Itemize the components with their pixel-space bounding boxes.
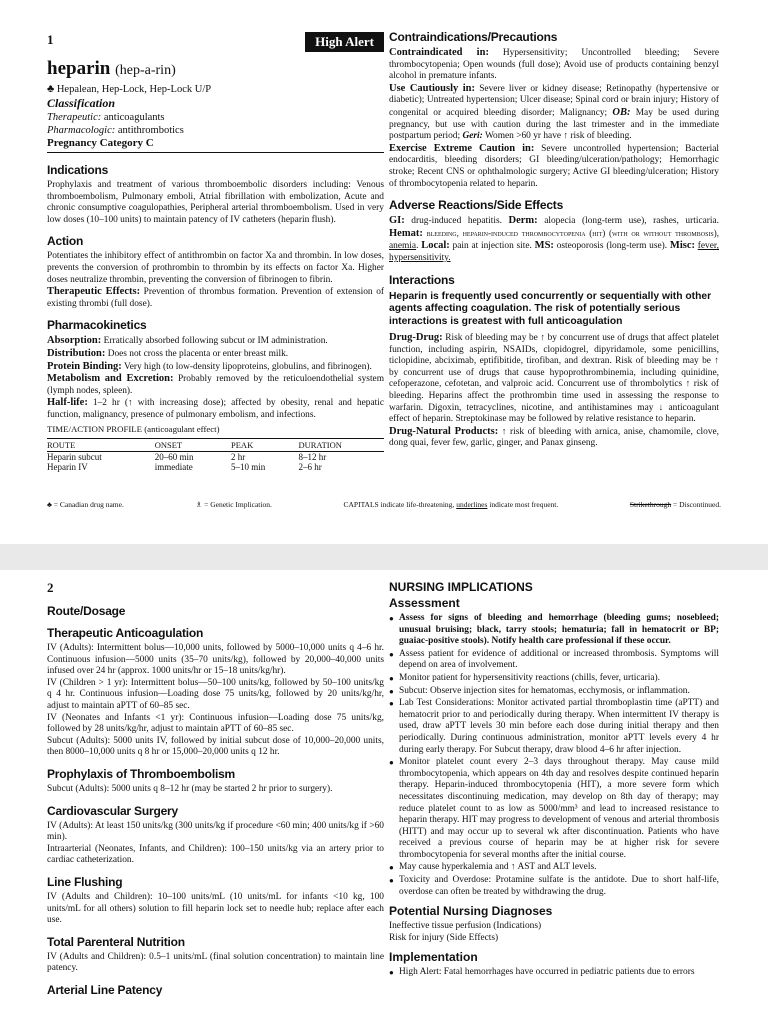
interactions-title: Interactions xyxy=(389,272,455,287)
legend-footer xyxy=(47,500,721,509)
halflife-label: Half-life: xyxy=(47,397,88,409)
diagnosis-item: Ineffective tissue perfusion (Indications) xyxy=(389,921,542,932)
legend-strike-word: Strikethrough xyxy=(629,500,672,509)
protein-text: Very high (to low-density lipoproteins, globulins, and fibrinogen). xyxy=(123,361,372,372)
implementation-title: Implementation xyxy=(389,950,478,965)
list-item: ● Subcut: Observe injection sites for hematomas, ecchymosis, or inflammation. xyxy=(389,686,719,698)
therapeutic-anticoag-title: Therapeutic Anticoagulation xyxy=(47,626,204,640)
page1-left-column xyxy=(47,30,384,472)
contra-label: Contraindicated in: xyxy=(389,47,489,58)
adverse-ms-label: MS: xyxy=(534,240,554,252)
therapeutic-label: Therapeutic: xyxy=(47,112,102,123)
protein-label: Protein Binding: xyxy=(47,360,122,372)
dose-subcut-adults: Subcut (Adults): 5000 units IV, followed by initial subcut dose of 10,000–20,000 units, then 8000–10,000 units q 8 hr or 15,000–20,000 units q 12 hr. xyxy=(47,735,384,758)
tpn-text: IV (Adults and Children): 0.5–1 units/mL (final solution concentration) to maintain line patency. xyxy=(47,951,384,974)
adverse-hemat-label: Hemat: xyxy=(389,227,423,239)
list-item: ● May cause hyperkalemia and ↑ AST and ALT levels. xyxy=(389,862,719,874)
half-life xyxy=(47,397,384,421)
page2-right-column xyxy=(389,580,719,980)
therapeutic-class xyxy=(47,111,384,124)
assessment-title: Assessment xyxy=(389,596,460,610)
table-cell: 2 hr xyxy=(231,452,246,463)
table-row xyxy=(47,452,384,463)
drug-drug-text: Risk of bleeding may be ↑ by concurrent use of drugs that affect platelet function, including aspirin, NSAIDs, clopidogrel, dipyridamole, some penicillins, ticlopidine, abciximab, eptifibitide, tirofiban, and dextran. Risk of bleeding may be ↑ by concurrent use of drugs that cause hypoprothrombinemia, including quinidine, cefoperazone, cefotetan, and valproic acid. Concurrent use of thrombolytics ↑ risk of bleeding. Heparins affect the prothrombin time used in assessing the response to warfarin. Digoxin, tetracyclines, nicotine, and antihistamines may ↓ anticoagulant effect of heparin. Streptokinase may be followed by relative resistance to heparin. xyxy=(389,333,720,425)
therapeutic-effects xyxy=(47,286,384,310)
legend-canadian-text: = Canadian drug name. xyxy=(53,500,124,509)
list-item: ● Assess patient for evidence of additional or increased thrombosis. Symptoms will depend on area of involvement. xyxy=(389,649,719,672)
route-dosage-title: Route/Dosage xyxy=(47,604,126,618)
legend-strike xyxy=(630,500,721,509)
absorption-text: Erratically absorbed following subcut or IM administration. xyxy=(103,336,328,347)
pharmacologic-class xyxy=(47,124,384,137)
adverse-text: GI: drug-induced hepatitis. Derm: alopecia (long-term use), rashes, urticaria. Hemat: bleeding, heparin-induced thrombocytopenia (hit) (with or without thrombosis), anemia. Local: pain at injection site. MS: osteoporosis (long-term use). Misc: fever, hypersensitivity. xyxy=(389,215,719,263)
caution-geri-text: Women >60 yr have ↑ risk of bleeding. xyxy=(484,131,632,142)
table-header-cell: ONSET xyxy=(155,439,231,452)
caution-ob-label: OB: xyxy=(612,106,631,118)
action-text: Potentiates the inhibitory effect of antithrombin on factor Xa and thrombin. In low doses, prevents the conversion of prothrombin to thrombin by its effects on factor Xa. Higher doses neutralize thrombin, preventing the conversion of fibrinogen to fibrin. xyxy=(47,251,384,285)
legend-discontinued: = Discontinued. xyxy=(673,500,721,509)
pharmacokinetics-title: Pharmacokinetics xyxy=(47,318,147,333)
legend-genetic xyxy=(195,500,271,509)
genetic-icon: ♗ xyxy=(195,500,203,509)
therapeutic-effects-text: Prevention of thrombus formation. Prevention of extension of existing thrombi (full dose). xyxy=(47,287,385,309)
adverse-misc-text: fever, hypersensitivity. xyxy=(389,241,719,263)
brand-names xyxy=(47,83,384,95)
table-header-cell: ROUTE xyxy=(47,439,155,452)
adverse-local-label: Local: xyxy=(421,240,450,252)
metabolism xyxy=(47,373,384,397)
contra-text: Hypersensitivity; Uncontrolled bleeding; Severe thrombocytopenia; Open wounds (full dose); Avoid use of products containing benzyl alcohol in premature infants. xyxy=(389,48,720,82)
page-2 xyxy=(0,570,768,1024)
drug-title xyxy=(47,58,384,82)
list-item: ● Monitor platelet count every 2–3 days throughout therapy. May cause mild thrombocytopenia, which appears on 4th day and resolves despite continued heparin therapy. Heparin-induced thrombocytopenia (HIT), a more severe form which necessitates discontinuing medication, may develop on 8th day of therapy; may reduce platelet count to as low as 5000/mm³ and lead to increased resistance to heparin therapy. HIT may progress to development of venous and arterial thrombosis (HITT) and may occur up to several wk after discontinuation. Patients who have received a previous course of heparin may be at higher risk for severe thrombocytopenia for several months after the initial course. xyxy=(389,757,719,861)
protein-binding xyxy=(47,361,384,374)
adverse-anemia: anemia xyxy=(389,241,417,252)
adverse-ms-text: osteoporosis (long-term use). xyxy=(556,241,668,252)
interactions-alert: Heparin is frequently used concurrently or sequentially with other agents affecting coagulation. The risk of potentially serious interactions is greatest with full anticoagulation xyxy=(389,290,712,327)
adverse-gi-label: GI: xyxy=(389,215,405,227)
distribution xyxy=(47,348,384,361)
page1-right-column xyxy=(389,30,719,450)
table-header-cell: DURATION xyxy=(298,439,384,452)
prophylaxis-text: Subcut (Adults): 5000 units q 8–12 hr (may be started 2 hr prior to surgery). xyxy=(47,783,333,794)
high-alert-badge: High Alert xyxy=(305,32,384,52)
drug-natural-label: Drug-Natural Products: xyxy=(389,425,499,437)
page2-left-column xyxy=(47,580,384,1000)
table-cell: 5–10 min xyxy=(231,462,266,473)
cardio-title: Cardiovascular Surgery xyxy=(47,803,178,818)
list-item: ● High Alert: Fatal hemorrhages have occurred in pediatric patients due to errors xyxy=(389,967,719,979)
extreme-caution xyxy=(389,143,719,190)
table-cell: immediate xyxy=(154,462,193,473)
halflife-text: 1–2 hr (↑ with increasing dose); affected by obesity, renal and hepatic function, malignancy, presence of pulmonary embolism, and infections. xyxy=(47,398,385,420)
adverse-hemat-text: bleeding, heparin-induced thrombocytopenia (hit) (with or without thrombosis), xyxy=(426,227,719,238)
canadian-leaf-icon: ♣ xyxy=(47,83,55,95)
adverse-gi-text: drug-induced hepatitis. xyxy=(411,216,502,227)
pregnancy-category: Pregnancy Category C xyxy=(47,137,384,153)
legend-genetic-text: = Genetic Implication. xyxy=(204,500,272,509)
table-cell: Heparin IV xyxy=(47,462,88,473)
drug-name: heparin xyxy=(47,58,111,79)
dose-iv-adults: IV (Adults): Intermittent bolus—10,000 units, followed by 5000–10,000 units q 4–6 hr. Continuous infusion—5000 units (35–70 units/kg), followed by 20,000–40,000 units infused over 24 hr (approx. 1000 units/hr or 15–18 units/kg/hr). xyxy=(47,643,384,677)
legend-capitals xyxy=(343,500,558,509)
extreme-text: Severe uncontrolled hypertension; Bacterial endocarditis, bleeding disorders; GI bleeding/ulceration/pathology; Hemorrhagic stroke; Recent CNS or ophthalmologic surgery; Active GI bleeding/ulceration; History of thrombocytopenia related to heparin. xyxy=(389,143,720,189)
adverse-derm-text: alopecia (long-term use), rashes, urticaria. xyxy=(544,216,719,227)
use-cautiously xyxy=(389,83,719,143)
caution-text: Severe liver or kidney disease; Retinopathy (hypertensive or diabetic); Untreated hypertension; Ulcer disease; Spinal cord or brain injury; History of congenital or acquired bleeding disorder; Malignancy; xyxy=(389,83,720,118)
line-flushing-text: IV (Adults and Children): 10–100 units/mL (10 units/mL for infants <10 kg, 100 units/mL for all others) solution to fill heparin lock set to needle hub; replace after each use. xyxy=(47,891,384,926)
line-flushing-title: Line Flushing xyxy=(47,874,123,889)
brand-list: Hepalean, Hep-Lock, Hep-Lock U/P xyxy=(56,84,212,95)
table-cell: 8–12 hr xyxy=(298,452,327,463)
dose-iv-children: IV (Children > 1 yr): Intermittent bolus—50–100 units/kg, followed by 50–100 units/kg q 4 hr. Continuous infusion—Loading dose 75 units/kg, followed by 20 units/kg/hr, adjust to maintain aPTT of 60–85 sec. xyxy=(47,677,384,711)
list-item: ● Toxicity and Overdose: Protamine sulfate is the antidote. Due to short half-life, overdose can often be treated by withdrawing the drug. xyxy=(389,875,719,898)
legend-capitals-text: CAPITALS indicate life-threatening, xyxy=(343,500,455,509)
page-number: 1 xyxy=(47,32,54,47)
indications-text: Prophylaxis and treatment of various thromboembolic disorders including: Venous thromboembolism, Pulmonary emboli, Atrial fibrillation with embolization, Acute and chronic consumptive coagulopathies, Peripheral arterial thromboembolism. Used in very low doses (10–100 units) to maintain patency of IV catheters (heparin flush). xyxy=(47,180,384,225)
time-action-table xyxy=(47,438,384,472)
list-item: ● Monitor patient for hypersensitivity reactions (chills, fever, urticaria). xyxy=(389,673,719,685)
pharmacologic-label: Pharmacologic: xyxy=(47,125,116,136)
table-cell: 2–6 hr xyxy=(298,462,322,473)
cardio-iv: IV (Adults): At least 150 units/kg (300 units/kg if procedure <60 min; 400 units/kg if >60 min). xyxy=(47,820,384,843)
therapeutic-effects-label: Therapeutic Effects: xyxy=(47,286,141,298)
indications-title: Indications xyxy=(47,163,109,177)
absorption-label: Absorption: xyxy=(47,335,102,347)
contraindicated-in xyxy=(389,47,719,83)
table-cell: Heparin subcut xyxy=(47,452,102,463)
drug-drug-label: Drug-Drug: xyxy=(389,332,443,343)
caution-geri-label: Geri: xyxy=(462,131,483,142)
metabolism-label: Metabolism and Excretion: xyxy=(47,373,174,385)
dose-iv-neonates: IV (Neonates and Infants <1 yr): Continuous infusion—Loading dose 75 units/kg, followed by 28 units/kg/hr, adjust to maintain aPTT of 60–85 sec. xyxy=(47,712,384,735)
table-row xyxy=(47,462,384,472)
page-number: 2 xyxy=(47,580,54,595)
adverse-title: Adverse Reactions/Side Effects xyxy=(389,198,564,213)
caution-label: Use Cautiously in: xyxy=(389,82,475,94)
tpn-title: Total Parenteral Nutrition xyxy=(47,934,185,949)
adverse-misc-label: Misc: xyxy=(669,240,695,252)
header-row xyxy=(47,30,384,56)
action-title: Action xyxy=(47,234,84,249)
distribution-label: Distribution: xyxy=(47,347,106,359)
list-item: ● Lab Test Considerations: Monitor activated partial thromboplastin time (aPTT) and hematocrit prior to and periodically during therapy. When intermittent IV therapy is used, draw aPTT levels 30 min before each dose during initial therapy and then periodically. During continuous administration, monitor aPTT levels every 4 hr during early therapy. For Subcut therapy, draw blood 4–6 hr after injection. xyxy=(389,698,719,756)
canadian-leaf-icon: ♣ xyxy=(47,500,52,509)
nursing-implications-title: NURSING IMPLICATIONS xyxy=(389,580,533,594)
cardio-intraarterial: Intraarterial (Neonates, Infants, and Children): 100–150 units/kg via an artery prior to cardiac catheterization. xyxy=(47,843,384,866)
list-item: ● Assess for signs of bleeding and hemorrhage (bleeding gums; nosebleed; unusual bruising; black, tarry stools; hematuria; fall in hematocrit or BP; guaiac-positive stools). Notify health care professional if these occur. xyxy=(389,613,719,648)
prophylaxis-title: Prophylaxis of Thromboembolism xyxy=(47,766,236,781)
absorption xyxy=(47,335,384,348)
drug-natural-text: ↑ risk of bleeding with arnica, anise, chamomile, clove, dong quai, fever few, garlic, ginger, and Panax ginseng. xyxy=(389,426,720,449)
extreme-label: Exercise Extreme Caution in: xyxy=(389,142,535,154)
drug-natural xyxy=(389,426,719,450)
implementation-list xyxy=(389,967,719,979)
pharmacologic-value: antithrombotics xyxy=(117,125,184,136)
assessment-list xyxy=(389,613,719,898)
arterial-line-title: Arterial Line Patency xyxy=(47,982,163,997)
adverse-local-text: pain at injection site. xyxy=(452,241,532,252)
legend-frequent: indicate most frequent. xyxy=(489,500,559,509)
legend-underlines: underlines xyxy=(456,500,488,509)
classification-title: Classification xyxy=(47,96,116,110)
distribution-text: Does not cross the placenta or enter breast milk. xyxy=(107,348,289,359)
table-cell: 20–60 min xyxy=(154,452,194,463)
time-action-title: TIME/ACTION PROFILE (anticoagulant effect) xyxy=(47,423,220,434)
diagnosis-item: Risk for injury (Side Effects) xyxy=(389,932,499,943)
drug-drug xyxy=(389,332,719,426)
drug-pronunciation: (hep-a-rin) xyxy=(115,63,176,78)
table-header-cell: PEAK xyxy=(231,439,298,452)
metabolism-text: Probably removed by the reticuloendothelial system (lymph nodes, spleen). xyxy=(47,374,385,396)
legend-canadian xyxy=(47,500,124,509)
contraindications-title: Contraindications/Precautions xyxy=(389,30,558,44)
table-header-row xyxy=(47,439,384,452)
therapeutic-value: anticoagulants xyxy=(103,112,165,123)
caution-ob-text: May be used during pregnancy, but use with caution during the last trimester and in the immediate postpartum period; xyxy=(389,107,720,142)
diagnoses-title: Potential Nursing Diagnoses xyxy=(389,904,553,919)
adverse-derm-label: Derm: xyxy=(508,215,538,227)
